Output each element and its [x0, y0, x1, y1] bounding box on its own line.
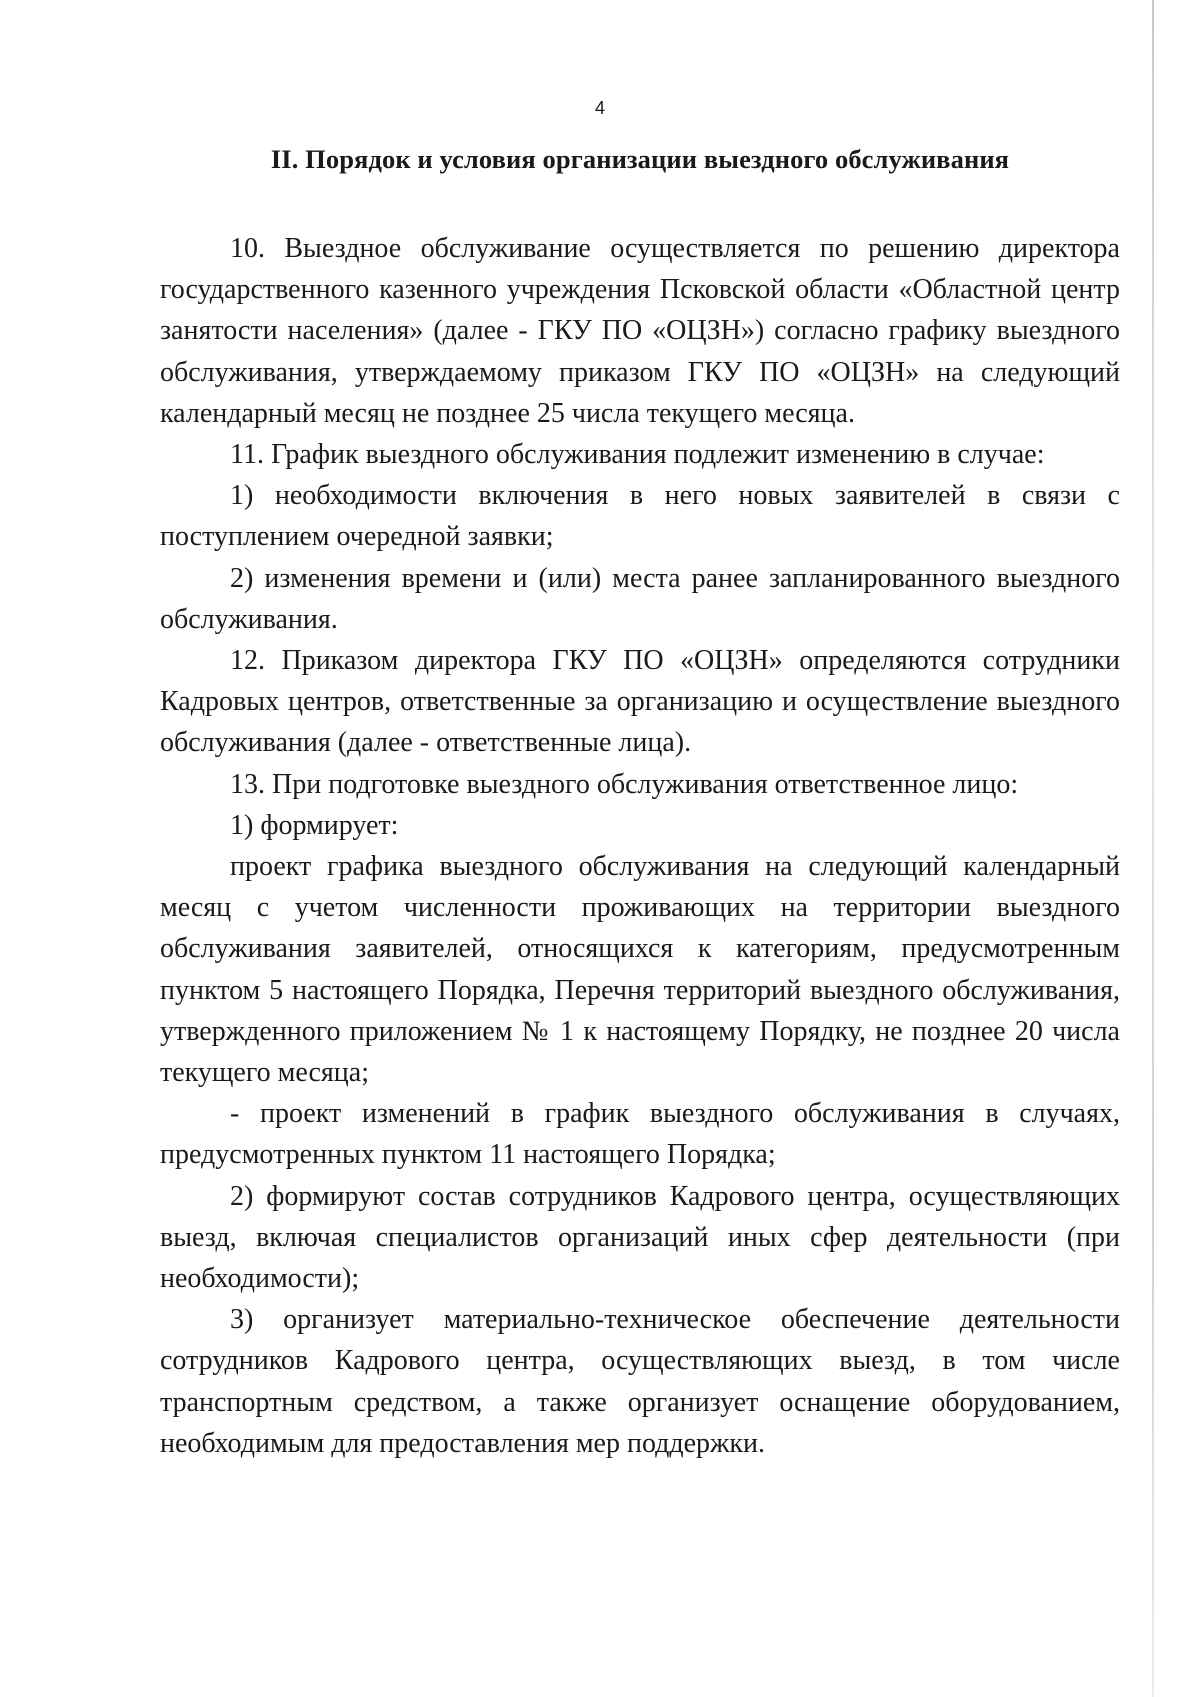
page-number: 4 — [594, 98, 605, 118]
paragraph-11-item-2: 2) изменения времени и (или) места ранее запланированного выездного обслуживания. — [160, 562, 1120, 635]
paragraph-11: 11. График выездного обслуживания подлежит изменению в случае: — [230, 439, 1045, 471]
scan-edge-line — [1152, 0, 1154, 1697]
paragraph-13-item-2: 2) формируют состав сотрудников Кадрового центра, осуществляющих выезд, включая специалистов организаций иных сфер деятельности (при необходимости); — [160, 1180, 1120, 1295]
paragraph-10: 10. Выездное обслуживание осуществляется по решению директора государственного казенного учреждения Псковской области «Областной центр занятости населения» (далее - ГКУ ПО «ОЦЗН») согласно графику выездного обслуживания, утверждаемому приказом ГКУ ПО «ОЦЗН» на следующий календарный месяц не позднее 25 числа текущего месяца. — [160, 233, 1120, 429]
document-body — [160, 228, 1120, 1464]
paragraph-13-item-3: 3) организует материально-техническое обеспечение деятельности сотрудников Кадрового центра, осуществляющих выезд, в том числе транспортным средством, а также организует оснащение оборудованием, необходимым для предоставления мер поддержки. — [160, 1304, 1120, 1459]
paragraph-13-item-1-a: проект графика выездного обслуживания на следующий календарный месяц с учетом численности проживающих на территории выездного обслуживания заявителей, относящихся к категориям, предусмотренным пунктом 5 настоящего Порядка, Перечня территорий выездного обслуживания, утвержденного приложением № 1 к настоящему Порядку, не позднее 20 числа текущего месяца; — [160, 851, 1120, 1089]
paragraph-13-item-1: 1) формирует: — [230, 809, 399, 841]
paragraph-13-item-1-b: - проект изменений в график выездного обслуживания в случаях, предусмотренных пунктом 11 настоящего Порядка; — [160, 1098, 1120, 1171]
section-title: II. Порядок и условия организации выездного обслуживания — [270, 144, 1010, 174]
paragraph-12: 12. Приказом директора ГКУ ПО «ОЦЗН» определяются сотрудники Кадровых центров, ответственные за организацию и осуществление выездного обслуживания (далее - ответственные лица). — [160, 645, 1120, 759]
paragraph-11-item-1: 1) необходимости включения в него новых заявителей в связи с поступлением очередной заявки; — [160, 480, 1120, 553]
paragraph-13: 13. При подготовке выездного обслуживания ответственное лицо: — [230, 768, 1019, 800]
